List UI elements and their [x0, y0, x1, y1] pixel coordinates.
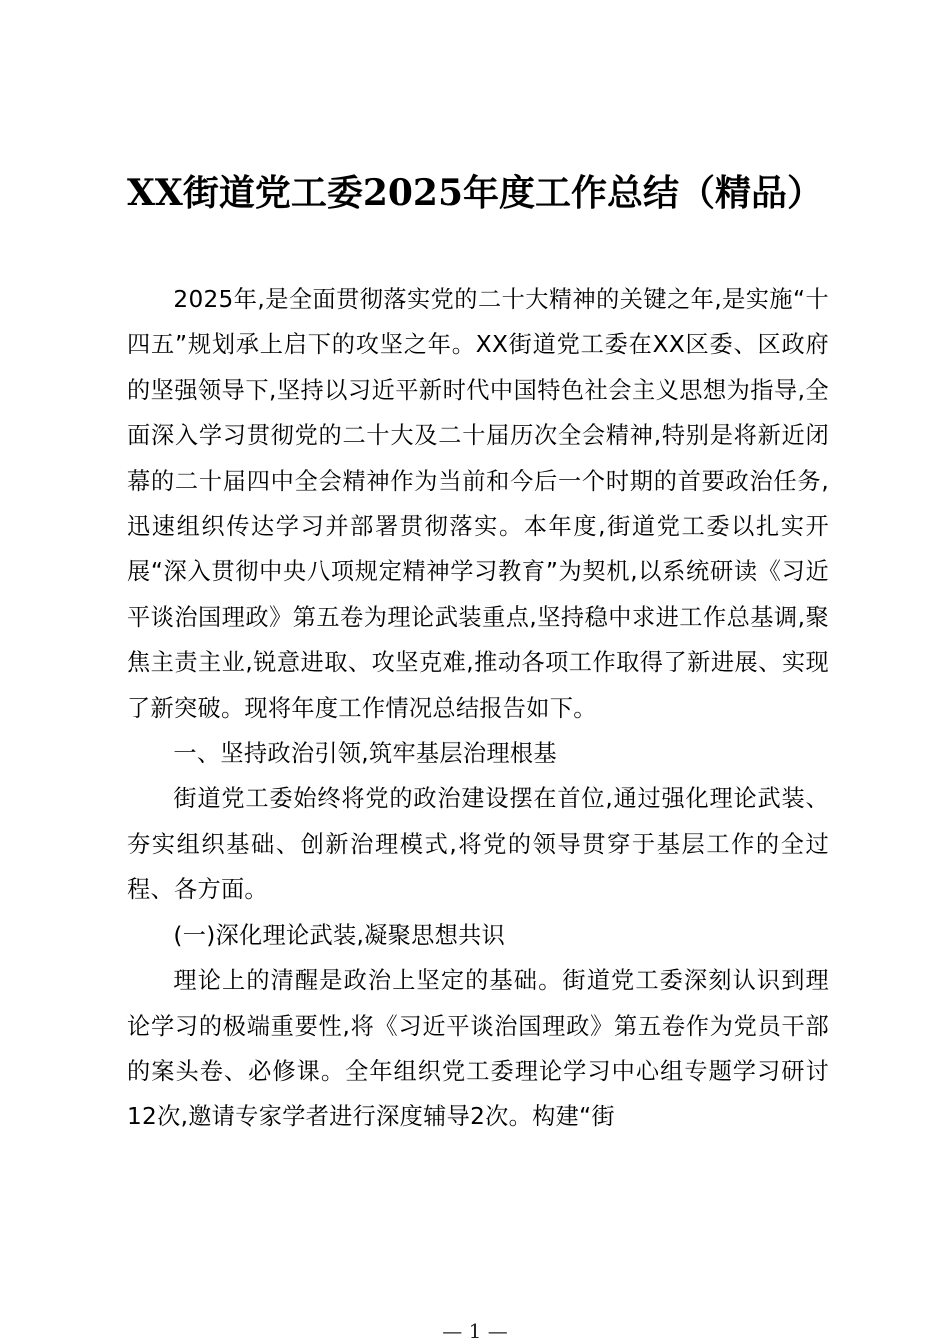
document-body: [127, 277, 829, 1140]
page-number: — 1 —: [442, 1319, 508, 1343]
paragraph-subsection-1: 理论上的清醒是政治上坚定的基础。街道党工委深刻认识到理论学习的极端重要性,将《习近平谈治国理政》第五卷作为党员干部的案头卷、必修课。全年组织党工委理论学习中心组专题学习研讨12次,邀请专家学者进行深度辅导2次。构建“街: [127, 967, 829, 1131]
paragraph-intro: 2025年,是全面贯彻落实党的二十大精神的关键之年,是实施“十四五”规划承上启下的攻坚之年。XX街道党工委在XX区委、区政府的坚强领导下,坚持以习近平新时代中国特色社会主义思想为指导,全面深入学习贯彻党的二十大及二十届历次全会精神,特别是将新近闭幕的二十届四中全会精神作为当前和今后一个时期的首要政治任务,迅速组织传达学习并部署贯彻落实。本年度,街道党工委以扎实开展“深入贯彻中央八项规定精神学习教育”为契机,以系统研读《习近平谈治国理政》第五卷为理论武装重点,坚持稳中求进工作总基调,聚焦主责主业,锐意进取、攻坚克难,推动各项工作取得了新进展、实现了新突破。现将年度工作情况总结报告如下。: [127, 286, 829, 722]
section-heading-1: 一、坚持政治引领,筑牢基层治理根基: [173, 740, 557, 768]
document-title: XX街道党工委2025年度工作总结（精品）: [126, 172, 824, 214]
paragraph-section-1: 街道党工委始终将党的政治建设摆在首位,通过强化理论武装、夯实组织基础、创新治理模式,将党的领导贯穿于基层工作的全过程、各方面。: [127, 785, 829, 904]
subsection-heading-1: (一)深化理论武装,凝聚思想共识: [173, 921, 506, 949]
